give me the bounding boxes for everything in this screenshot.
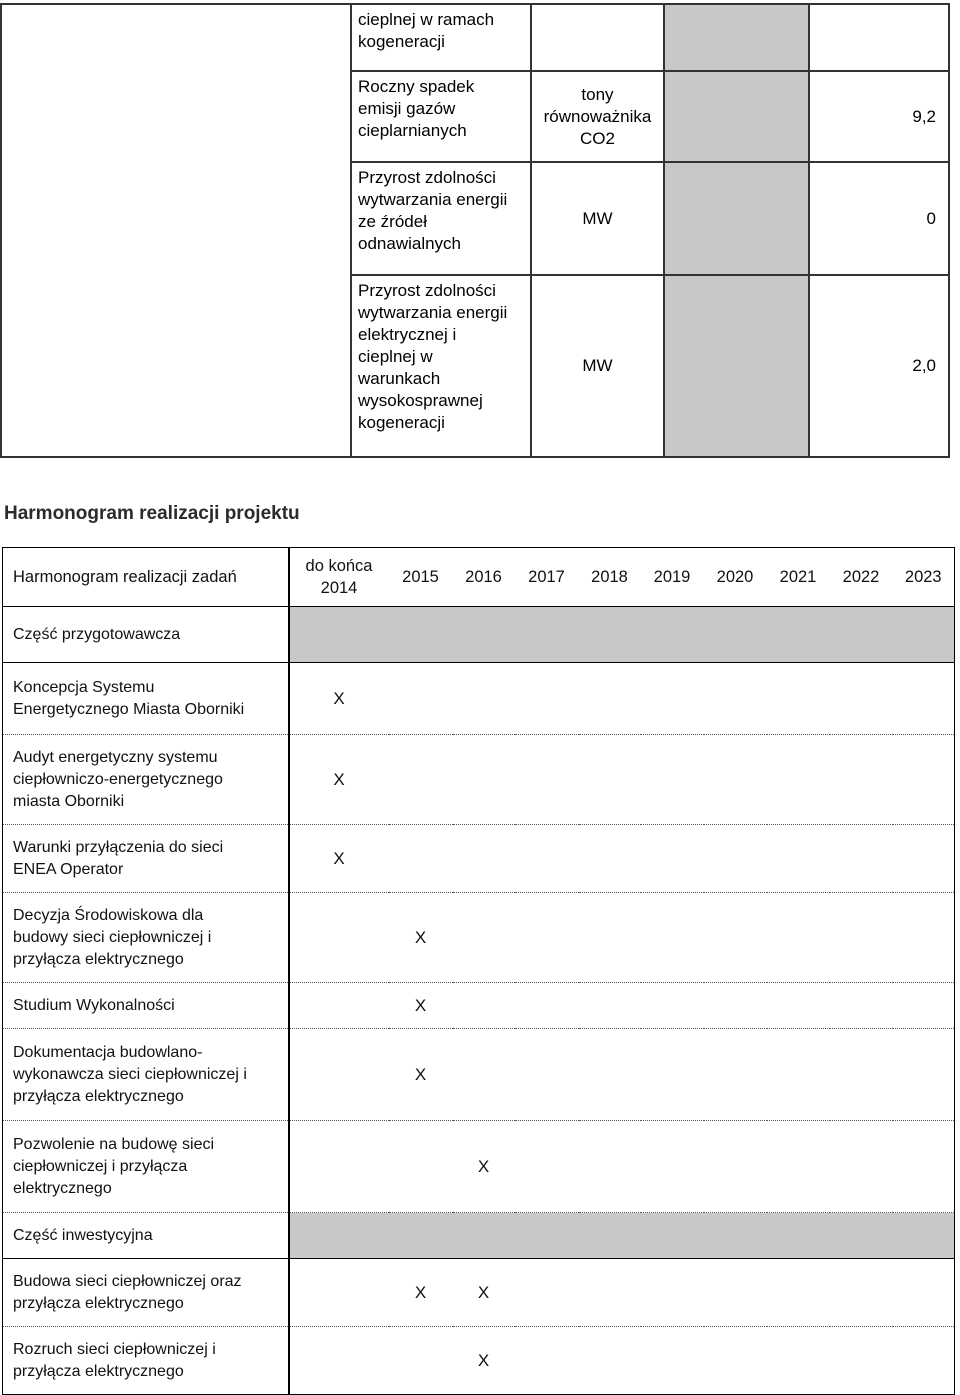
shaded-cell bbox=[664, 162, 809, 275]
schedule-cell bbox=[641, 893, 704, 983]
schedule-cell bbox=[767, 1259, 830, 1327]
schedule-cell bbox=[830, 893, 893, 983]
schedule-table bbox=[2, 547, 955, 1395]
schedule-mark: X bbox=[389, 893, 453, 983]
schedule-cell bbox=[453, 1029, 515, 1121]
schedule-cell bbox=[515, 983, 579, 1029]
blank-cell bbox=[1, 4, 351, 457]
schedule-cell bbox=[515, 1259, 579, 1327]
schedule-cell bbox=[893, 1259, 955, 1327]
year-column-header: 2023 bbox=[893, 548, 955, 607]
schedule-cell bbox=[830, 983, 893, 1029]
task-label: Decyzja Środowiskowa dla budowy sieci ciepłowniczej i przyłącza elektrycznego bbox=[3, 893, 289, 983]
task-row bbox=[3, 1259, 955, 1327]
section-label: Część inwestycyjna bbox=[3, 1213, 289, 1259]
schedule-cell bbox=[704, 983, 767, 1029]
year-column-header: 2017 bbox=[515, 548, 579, 607]
schedule-cell bbox=[704, 1121, 767, 1213]
section-heading: Harmonogram realizacji projektu bbox=[4, 503, 300, 524]
schedule-cell bbox=[579, 1121, 641, 1213]
schedule-cell bbox=[579, 983, 641, 1029]
schedule-cell bbox=[830, 735, 893, 825]
schedule-cell bbox=[579, 893, 641, 983]
schedule-cell bbox=[830, 663, 893, 735]
indicator-name: Roczny spadek emisji gazów cieplarnianych bbox=[358, 77, 475, 140]
schedule-mark: X bbox=[389, 1259, 453, 1327]
schedule-cell bbox=[704, 735, 767, 825]
schedule-cell bbox=[389, 1121, 453, 1213]
indicator-unit bbox=[531, 4, 664, 71]
year-column-header: 2020 bbox=[704, 548, 767, 607]
task-label: Warunki przyłączenia do sieci ENEA Operator bbox=[3, 825, 289, 893]
schedule-cell bbox=[704, 825, 767, 893]
indicator-name-cell bbox=[351, 162, 531, 275]
schedule-cell bbox=[453, 663, 515, 735]
task-row bbox=[3, 983, 955, 1029]
schedule-cell bbox=[767, 893, 830, 983]
indicator-name: cieplnej w ramach kogeneracji bbox=[358, 10, 495, 51]
shaded-cell bbox=[664, 4, 809, 71]
schedule-cell bbox=[893, 1121, 955, 1213]
schedule-cell bbox=[641, 1259, 704, 1327]
task-row bbox=[3, 825, 955, 893]
section-row bbox=[3, 607, 955, 663]
indicator-unit: MW bbox=[531, 275, 664, 457]
task-label: Budowa sieci ciepłowniczej oraz przyłącza elektrycznego bbox=[3, 1259, 289, 1327]
schedule-cell bbox=[289, 983, 389, 1029]
schedule-mark: X bbox=[389, 983, 453, 1029]
year-column-header: 2016 bbox=[453, 548, 515, 607]
indicator-row bbox=[1, 4, 949, 71]
schedule-cell bbox=[893, 1327, 955, 1395]
task-row bbox=[3, 893, 955, 983]
schedule-cell bbox=[641, 983, 704, 1029]
schedule-cell bbox=[579, 1327, 641, 1395]
task-row bbox=[3, 735, 955, 825]
schedule-mark: X bbox=[453, 1259, 515, 1327]
schedule-cell bbox=[830, 1259, 893, 1327]
schedule-cell bbox=[893, 983, 955, 1029]
schedule-cell bbox=[289, 1327, 389, 1395]
schedule-cell bbox=[579, 663, 641, 735]
schedule-cell bbox=[389, 825, 453, 893]
schedule-cell bbox=[453, 893, 515, 983]
schedule-mark: X bbox=[389, 1029, 453, 1121]
task-row bbox=[3, 1327, 955, 1395]
schedule-cell bbox=[893, 893, 955, 983]
task-row bbox=[3, 663, 955, 735]
year-column-header: 2022 bbox=[830, 548, 893, 607]
year-column-header: 2018 bbox=[579, 548, 641, 607]
schedule-mark: X bbox=[289, 663, 389, 735]
task-label: Studium Wykonalności bbox=[3, 983, 289, 1029]
indicator-value bbox=[809, 4, 949, 71]
indicator-value: 0 bbox=[809, 162, 949, 275]
schedule-cell bbox=[893, 1029, 955, 1121]
schedule-mark: X bbox=[289, 735, 389, 825]
schedule-cell bbox=[830, 825, 893, 893]
shaded-cell bbox=[664, 71, 809, 162]
indicator-name-cell bbox=[351, 275, 531, 457]
section-shaded-span bbox=[289, 1213, 955, 1259]
indicators-table bbox=[0, 3, 950, 458]
schedule-cell bbox=[704, 1327, 767, 1395]
schedule-cell bbox=[289, 1121, 389, 1213]
schedule-cell bbox=[767, 1029, 830, 1121]
schedule-cell bbox=[579, 1259, 641, 1327]
schedule-cell bbox=[453, 983, 515, 1029]
schedule-cell bbox=[704, 893, 767, 983]
schedule-cell bbox=[704, 1259, 767, 1327]
schedule-mark: X bbox=[453, 1121, 515, 1213]
task-label: Dokumentacja budowlano- wykonawcza sieci ciepłowniczej i przyłącza elektrycznego bbox=[3, 1029, 289, 1121]
schedule-cell bbox=[641, 1121, 704, 1213]
schedule-cell bbox=[830, 1327, 893, 1395]
schedule-cell bbox=[515, 1121, 579, 1213]
task-label: Pozwolenie na budowę sieci ciepłowniczej i przyłącza elektrycznego bbox=[3, 1121, 289, 1213]
indicator-name-cell bbox=[351, 71, 531, 162]
indicator-name: Przyrost zdolności wytwarzania energii elektrycznej i cieplnej w warunkach wysokosprawnej kogeneracji bbox=[358, 281, 508, 432]
schedule-cell bbox=[641, 663, 704, 735]
schedule-cell bbox=[893, 825, 955, 893]
section-shaded-span bbox=[289, 607, 955, 663]
schedule-cell bbox=[767, 983, 830, 1029]
schedule-cell bbox=[767, 825, 830, 893]
task-label: Rozruch sieci ciepłowniczej i przyłącza elektrycznego bbox=[3, 1327, 289, 1395]
schedule-mark: X bbox=[453, 1327, 515, 1395]
indicator-unit: tony równoważnika CO2 bbox=[531, 71, 664, 162]
task-row bbox=[3, 1029, 955, 1121]
schedule-cell bbox=[893, 663, 955, 735]
indicator-name: Przyrost zdolności wytwarzania energii ze źródeł odnawialnych bbox=[358, 168, 508, 253]
task-column-header: Harmonogram realizacji zadań bbox=[3, 548, 289, 607]
schedule-cell bbox=[641, 1327, 704, 1395]
schedule-cell bbox=[389, 735, 453, 825]
year-column-header: 2015 bbox=[389, 548, 453, 607]
schedule-cell bbox=[641, 735, 704, 825]
indicator-unit: MW bbox=[531, 162, 664, 275]
schedule-cell bbox=[767, 735, 830, 825]
schedule-cell bbox=[389, 663, 453, 735]
schedule-cell bbox=[515, 663, 579, 735]
schedule-cell bbox=[579, 735, 641, 825]
schedule-cell bbox=[453, 825, 515, 893]
schedule-cell bbox=[579, 825, 641, 893]
indicator-value: 9,2 bbox=[809, 71, 949, 162]
schedule-cell bbox=[767, 1121, 830, 1213]
schedule-cell bbox=[704, 1029, 767, 1121]
schedule-cell bbox=[893, 735, 955, 825]
schedule-cell bbox=[515, 1029, 579, 1121]
schedule-cell bbox=[289, 1029, 389, 1121]
schedule-cell bbox=[641, 825, 704, 893]
indicator-value: 2,0 bbox=[809, 275, 949, 457]
schedule-cell bbox=[579, 1029, 641, 1121]
schedule-cell bbox=[830, 1121, 893, 1213]
schedule-cell bbox=[704, 663, 767, 735]
schedule-mark: X bbox=[289, 825, 389, 893]
task-label: Koncepcja Systemu Energetycznego Miasta Oborniki bbox=[3, 663, 289, 735]
schedule-cell bbox=[830, 1029, 893, 1121]
schedule-cell bbox=[515, 1327, 579, 1395]
schedule-cell bbox=[389, 1327, 453, 1395]
schedule-cell bbox=[289, 893, 389, 983]
schedule-header-row bbox=[3, 548, 955, 607]
shaded-cell bbox=[664, 275, 809, 457]
schedule-cell bbox=[641, 1029, 704, 1121]
schedule-cell bbox=[767, 1327, 830, 1395]
schedule-cell bbox=[515, 825, 579, 893]
section-row bbox=[3, 1213, 955, 1259]
task-row bbox=[3, 1121, 955, 1213]
year-column-header: 2019 bbox=[641, 548, 704, 607]
schedule-cell bbox=[453, 735, 515, 825]
period-column-header: do końca 2014 bbox=[289, 548, 389, 607]
schedule-cell bbox=[289, 1259, 389, 1327]
task-label: Audyt energetyczny systemu ciepłowniczo-energetycznego miasta Oborniki bbox=[3, 735, 289, 825]
schedule-cell bbox=[767, 663, 830, 735]
year-column-header: 2021 bbox=[767, 548, 830, 607]
section-label: Część przygotowawcza bbox=[3, 607, 289, 663]
schedule-cell bbox=[515, 735, 579, 825]
schedule-cell bbox=[515, 893, 579, 983]
indicator-name-cell bbox=[351, 4, 531, 71]
